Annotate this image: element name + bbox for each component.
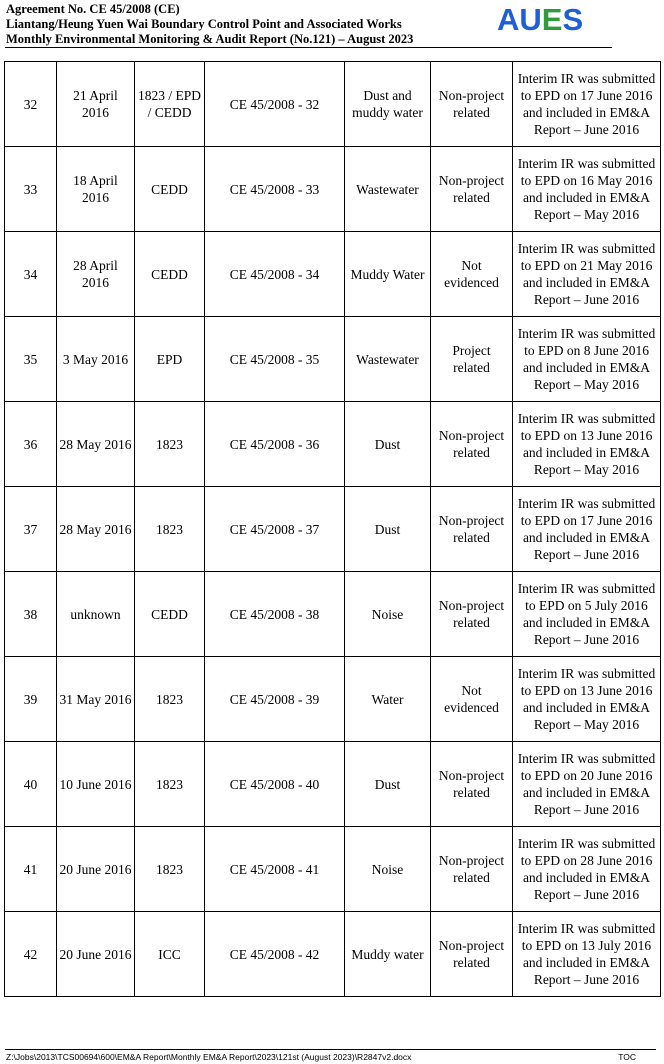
date-cell: 31 May 2016 [57, 657, 135, 742]
received-by-cell: ICC [135, 912, 205, 997]
status-cell: Non-project related [431, 572, 513, 657]
log-number-cell: 40 [5, 742, 57, 827]
subject-cell: Wastewater [345, 317, 431, 402]
subject-cell: Dust [345, 487, 431, 572]
subject-cell: Dust [345, 742, 431, 827]
status-cell: Non-project related [431, 62, 513, 147]
remark-cell: Interim IR was submitted to EPD on 5 July 2016 and included in EM&A Report – June 2016 [513, 572, 661, 657]
reference-cell: CE 45/2008 - 33 [205, 147, 345, 232]
received-by-cell: CEDD [135, 232, 205, 317]
table-row [5, 487, 661, 572]
date-cell: 28 May 2016 [57, 487, 135, 572]
received-by-cell: 1823 [135, 487, 205, 572]
status-cell: Non-project related [431, 402, 513, 487]
project-title: Liantang/Heung Yuen Wai Boundary Control Point and Associated Works [6, 17, 402, 31]
log-number-cell: 38 [5, 572, 57, 657]
remark-cell: Interim IR was submitted to EPD on 13 June 2016 and included in EM&A Report – May 2016 [513, 657, 661, 742]
status-cell: Project related [431, 317, 513, 402]
table-row [5, 657, 661, 742]
subject-cell: Wastewater [345, 147, 431, 232]
toc-link[interactable]: TOC [618, 1052, 636, 1062]
footer-rule [5, 1049, 656, 1050]
status-cell: Non-project related [431, 147, 513, 232]
log-number-cell: 32 [5, 62, 57, 147]
table-row [5, 742, 661, 827]
remark-cell: Interim IR was submitted to EPD on 28 June 2016 and included in EM&A Report – June 2016 [513, 827, 661, 912]
date-cell: 18 April 2016 [57, 147, 135, 232]
reference-cell: CE 45/2008 - 42 [205, 912, 345, 997]
log-number-cell: 39 [5, 657, 57, 742]
reference-cell: CE 45/2008 - 34 [205, 232, 345, 317]
complaint-log-table [4, 61, 661, 997]
date-cell: 20 June 2016 [57, 912, 135, 997]
log-number-cell: 41 [5, 827, 57, 912]
header-rule [5, 47, 612, 48]
agreement-number: Agreement No. CE 45/2008 (CE) [6, 2, 180, 16]
table-row [5, 572, 661, 657]
received-by-cell: 1823 [135, 827, 205, 912]
received-by-cell: EPD [135, 317, 205, 402]
reference-cell: CE 45/2008 - 41 [205, 827, 345, 912]
subject-cell: Muddy water [345, 912, 431, 997]
logo-letter: A [497, 2, 520, 37]
status-cell: Not evidenced [431, 232, 513, 317]
table-row [5, 232, 661, 317]
logo-letter: E [541, 2, 563, 37]
status-cell: Not evidenced [431, 657, 513, 742]
date-cell: 28 April 2016 [57, 232, 135, 317]
reference-cell: CE 45/2008 - 39 [205, 657, 345, 742]
remark-cell: Interim IR was submitted to EPD on 13 June 2016 and included in EM&A Report – May 2016 [513, 402, 661, 487]
reference-cell: CE 45/2008 - 37 [205, 487, 345, 572]
logo-letter: S [562, 2, 584, 37]
remark-cell: Interim IR was submitted to EPD on 8 June 2016 and included in EM&A Report – May 2016 [513, 317, 661, 402]
status-cell: Non-project related [431, 487, 513, 572]
status-cell: Non-project related [431, 912, 513, 997]
subject-cell: Muddy Water [345, 232, 431, 317]
received-by-cell: 1823 / EPD / CEDD [135, 62, 205, 147]
log-number-cell: 34 [5, 232, 57, 317]
remark-cell: Interim IR was submitted to EPD on 16 May 2016 and included in EM&A Report – May 2016 [513, 147, 661, 232]
table-row [5, 147, 661, 232]
reference-cell: CE 45/2008 - 35 [205, 317, 345, 402]
received-by-cell: CEDD [135, 147, 205, 232]
table-row [5, 912, 661, 997]
remark-cell: Interim IR was submitted to EPD on 17 June 2016 and included in EM&A Report – June 2016 [513, 487, 661, 572]
table-row [5, 827, 661, 912]
date-cell: unknown [57, 572, 135, 657]
table-row [5, 402, 661, 487]
remark-cell: Interim IR was submitted to EPD on 20 June 2016 and included in EM&A Report – June 2016 [513, 742, 661, 827]
status-cell: Non-project related [431, 742, 513, 827]
table-row [5, 62, 661, 147]
reference-cell: CE 45/2008 - 32 [205, 62, 345, 147]
remark-cell: Interim IR was submitted to EPD on 21 May 2016 and included in EM&A Report – June 2016 [513, 232, 661, 317]
subject-cell: Noise [345, 572, 431, 657]
received-by-cell: 1823 [135, 657, 205, 742]
date-cell: 3 May 2016 [57, 317, 135, 402]
date-cell: 20 June 2016 [57, 827, 135, 912]
log-number-cell: 36 [5, 402, 57, 487]
log-number-cell: 42 [5, 912, 57, 997]
subject-cell: Water [345, 657, 431, 742]
aues-logo [497, 4, 583, 36]
log-number-cell: 37 [5, 487, 57, 572]
date-cell: 21 April 2016 [57, 62, 135, 147]
log-number-cell: 35 [5, 317, 57, 402]
reference-cell: CE 45/2008 - 38 [205, 572, 345, 657]
reference-cell: CE 45/2008 - 36 [205, 402, 345, 487]
received-by-cell: 1823 [135, 742, 205, 827]
subject-cell: Noise [345, 827, 431, 912]
remark-cell: Interim IR was submitted to EPD on 13 July 2016 and included in EM&A Report – June 2016 [513, 912, 661, 997]
status-cell: Non-project related [431, 827, 513, 912]
remark-cell: Interim IR was submitted to EPD on 17 June 2016 and included in EM&A Report – June 2016 [513, 62, 661, 147]
reference-cell: CE 45/2008 - 40 [205, 742, 345, 827]
file-path: Z:\Jobs\2013\TCS00694\600\EM&A Report\Monthly EM&A Report\2023\121st (August 2023)\R2847v2.docx [6, 1052, 412, 1062]
received-by-cell: CEDD [135, 572, 205, 657]
date-cell: 10 June 2016 [57, 742, 135, 827]
subject-cell: Dust [345, 402, 431, 487]
logo-letter: U [519, 2, 542, 37]
report-title: Monthly Environmental Monitoring & Audit Report (No.121) – August 2023 [6, 32, 414, 46]
date-cell: 28 May 2016 [57, 402, 135, 487]
table-row [5, 317, 661, 402]
subject-cell: Dust and muddy water [345, 62, 431, 147]
received-by-cell: 1823 [135, 402, 205, 487]
log-number-cell: 33 [5, 147, 57, 232]
